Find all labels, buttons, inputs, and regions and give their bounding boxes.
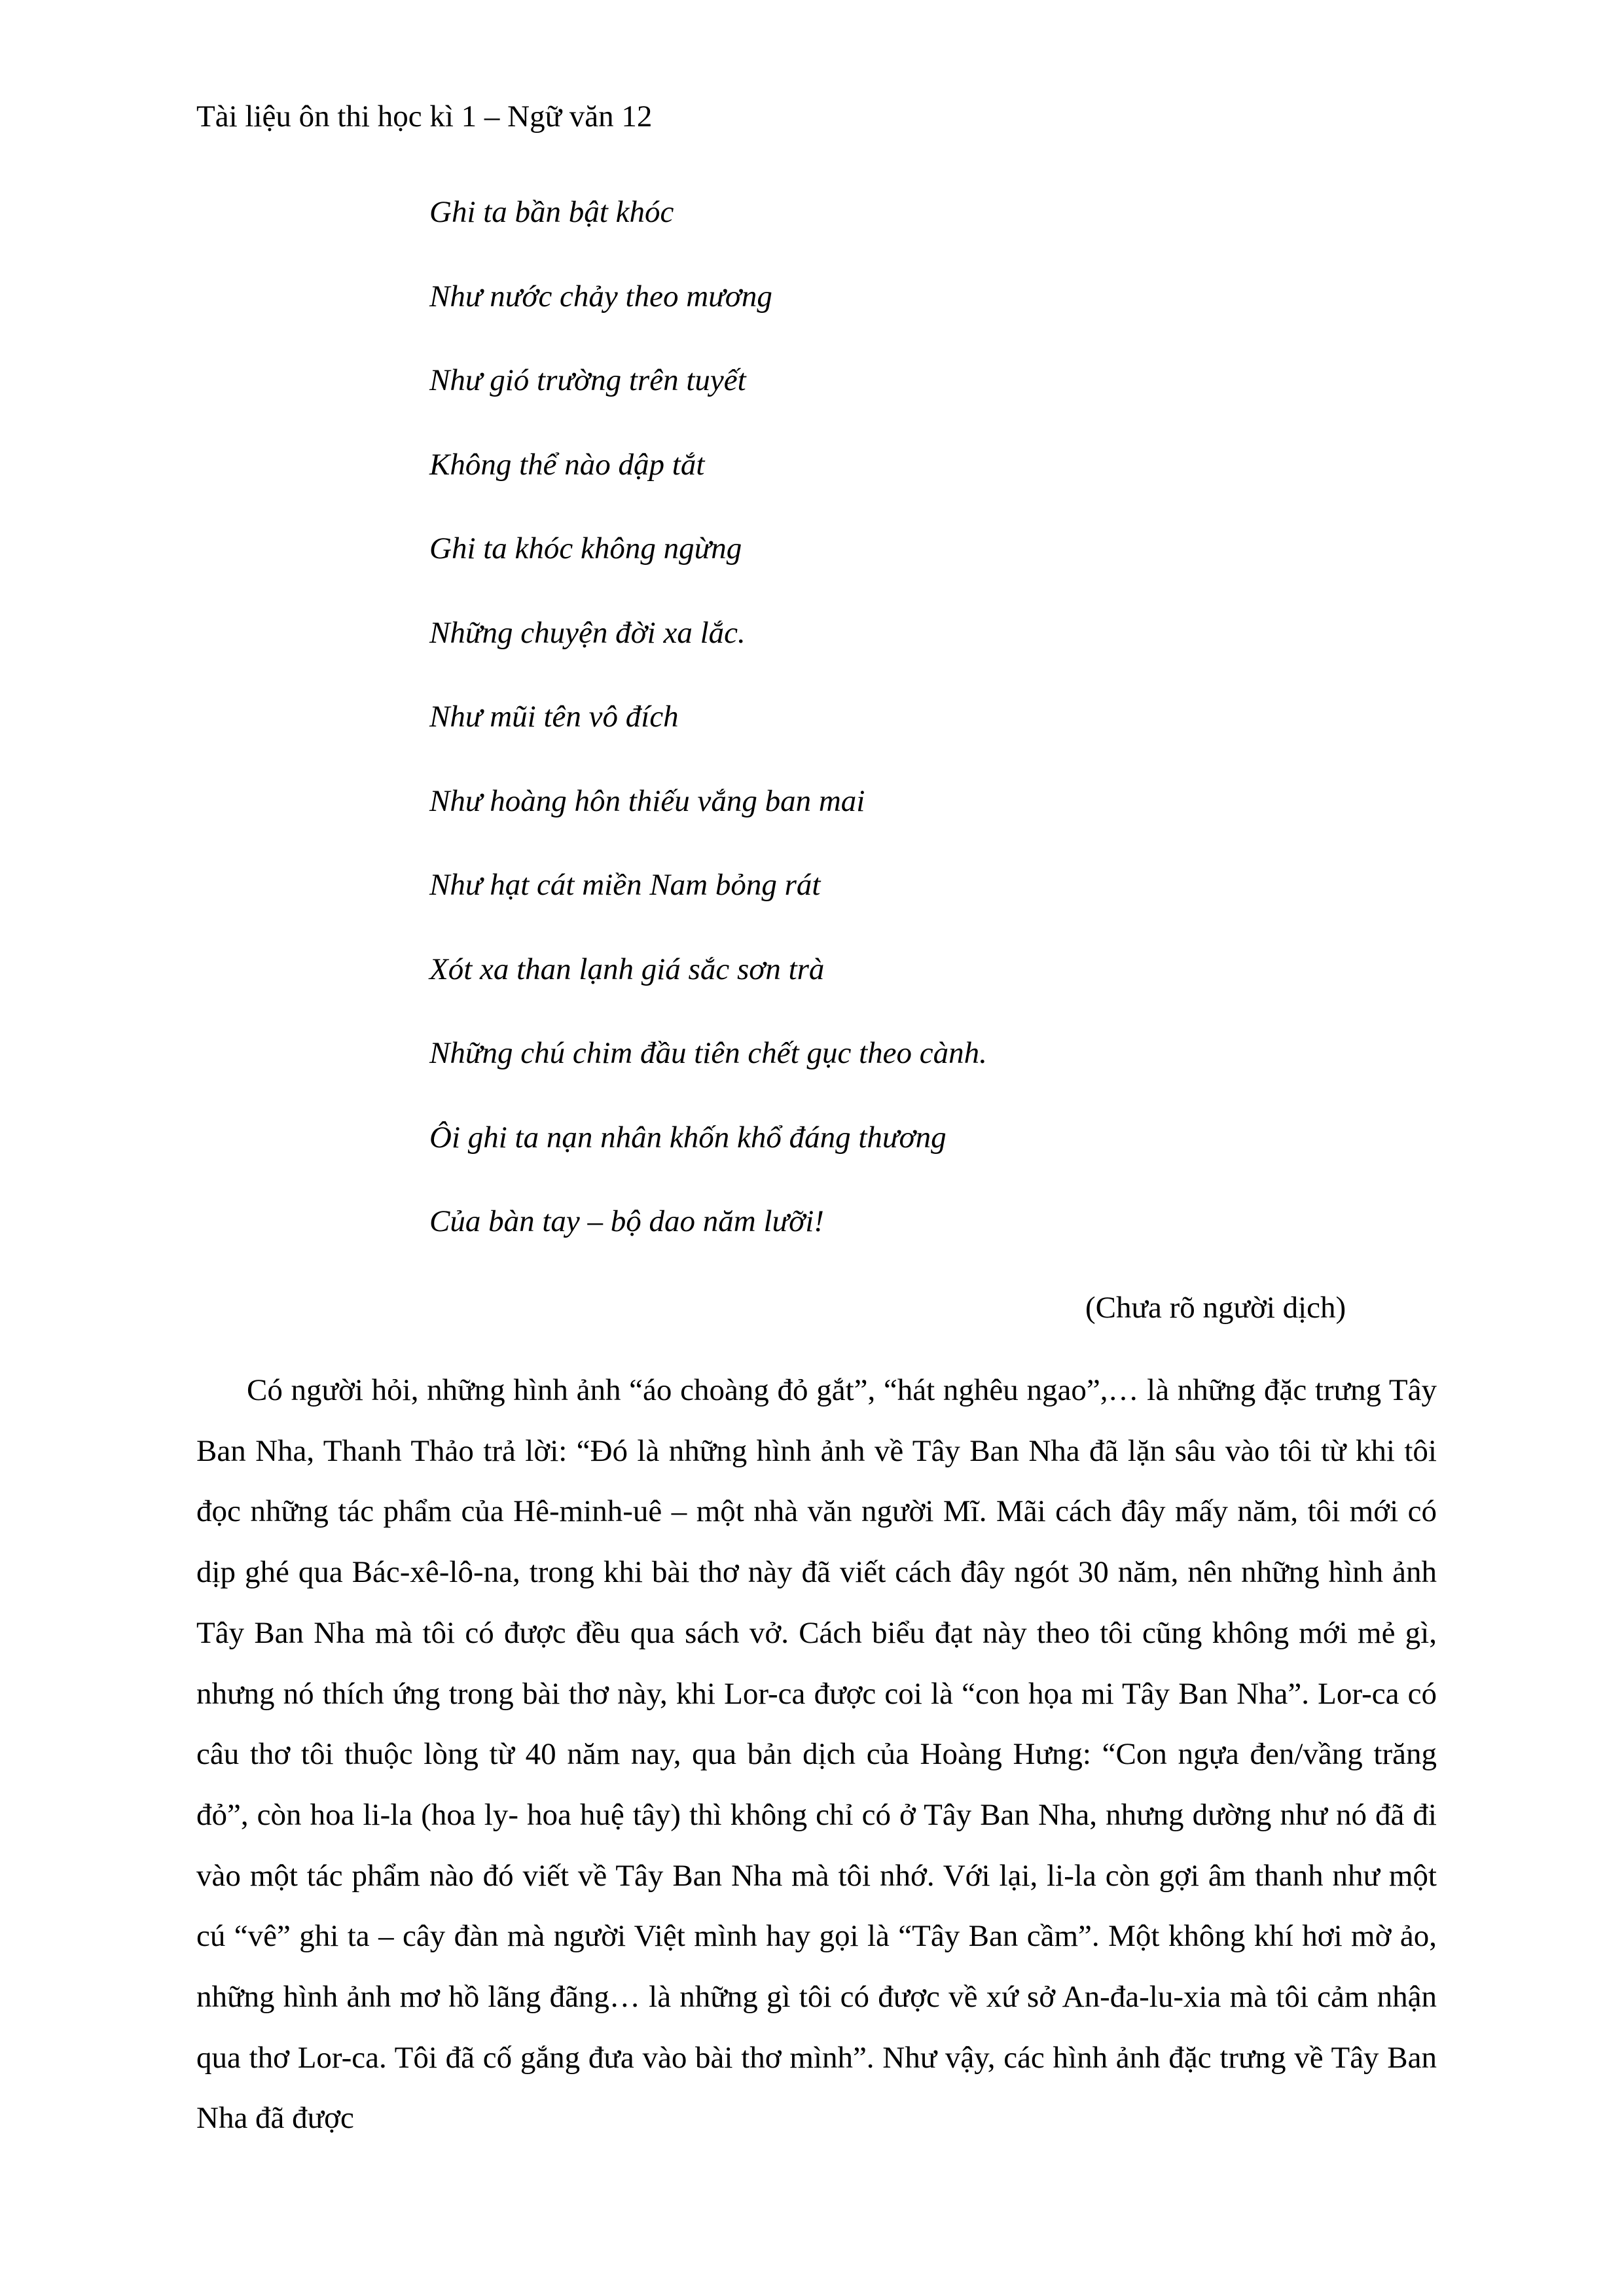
poem-line: Xót xa than lạnh giá sắc sơn trà: [429, 952, 825, 986]
poem-line: Như nước chảy theo mương: [429, 279, 772, 314]
poem-line: Những chú chim đầu tiên chết gục theo cành.: [429, 1036, 987, 1070]
poem-line: Không thể nào dập tắt: [429, 447, 705, 482]
poem-line: Những chuyện đời xa lắc.: [429, 615, 746, 650]
poem-line: Như hoàng hôn thiếu vắng ban mai: [429, 783, 865, 818]
poem-line: Như hạt cát miền Nam bỏng rát: [429, 868, 821, 902]
poem-line: Như mũi tên vô đích: [429, 700, 679, 734]
poem-line: Ôi ghi ta nạn nhân khốn khổ đáng thương: [429, 1120, 947, 1155]
poem-attribution: (Chưa rõ người dịch): [1085, 1291, 1346, 1325]
poem-line: Của bàn tay – bộ dao năm lưỡi!: [429, 1204, 824, 1238]
poem-line: Như gió trường trên tuyết: [429, 363, 746, 397]
poem-line: Ghi ta bần bật khóc: [429, 195, 674, 229]
body-paragraph: Có người hỏi, những hình ảnh “áo choàng đỏ gắt”, “hát nghêu ngao”,… là những đặc trưng Tây Ban Nha, Thanh Thảo trả lời: “Đó là những hình ảnh về Tây Ban Nha đã lặn sâu vào tôi từ khi tôi đọc những tác phẩm của Hê-minh-uê – một nhà văn người Mĩ. Mãi cách đây mấy năm, tôi mới có dịp ghé qua Bác-xê-lô-na, trong khi bài thơ này đã viết cách đây ngót 30 năm, nên những hình ảnh Tây Ban Nha mà tôi có được đều qua sách vở. Cách biểu đạt này theo tôi cũng không mới mẻ gì, nhưng nó thích ứng trong bài thơ này, khi Lor-ca được coi là “con họa mi Tây Ban Nha”. Lor-ca có câu thơ tôi thuộc lòng từ 40 năm nay, qua bản dịch của Hoàng Hưng: “Con ngựa đen/vầng trăng đỏ”, còn hoa li-la (hoa ly- hoa huệ tây) thì không chỉ có ở Tây Ban Nha, nhưng dường như nó đã đi vào một tác phẩm nào đó viết về Tây Ban Nha mà tôi nhớ. Với lại, li-la còn gợi âm thanh như một cú “vê” ghi ta – cây đàn mà người Việt mình hay gọi là “Tây Ban cầm”. Một không khí hơi mờ ảo, những hình ảnh mơ hồ lãng đãng… là những gì tôi có được về xứ sở An-đa-lu-xia mà tôi cảm nhận qua thơ Lor-ca. Tôi đã cố gắng đưa vào bài thơ mình”. Như vậy, các hình ảnh đặc trưng về Tây Ban Nha đã được: [196, 1373, 1437, 2136]
poem-line: Ghi ta khóc không ngừng: [429, 531, 742, 565]
poem-block: [429, 192, 1477, 1286]
page-header: Tài liệu ôn thi học kì 1 – Ngữ văn 12: [196, 99, 653, 134]
